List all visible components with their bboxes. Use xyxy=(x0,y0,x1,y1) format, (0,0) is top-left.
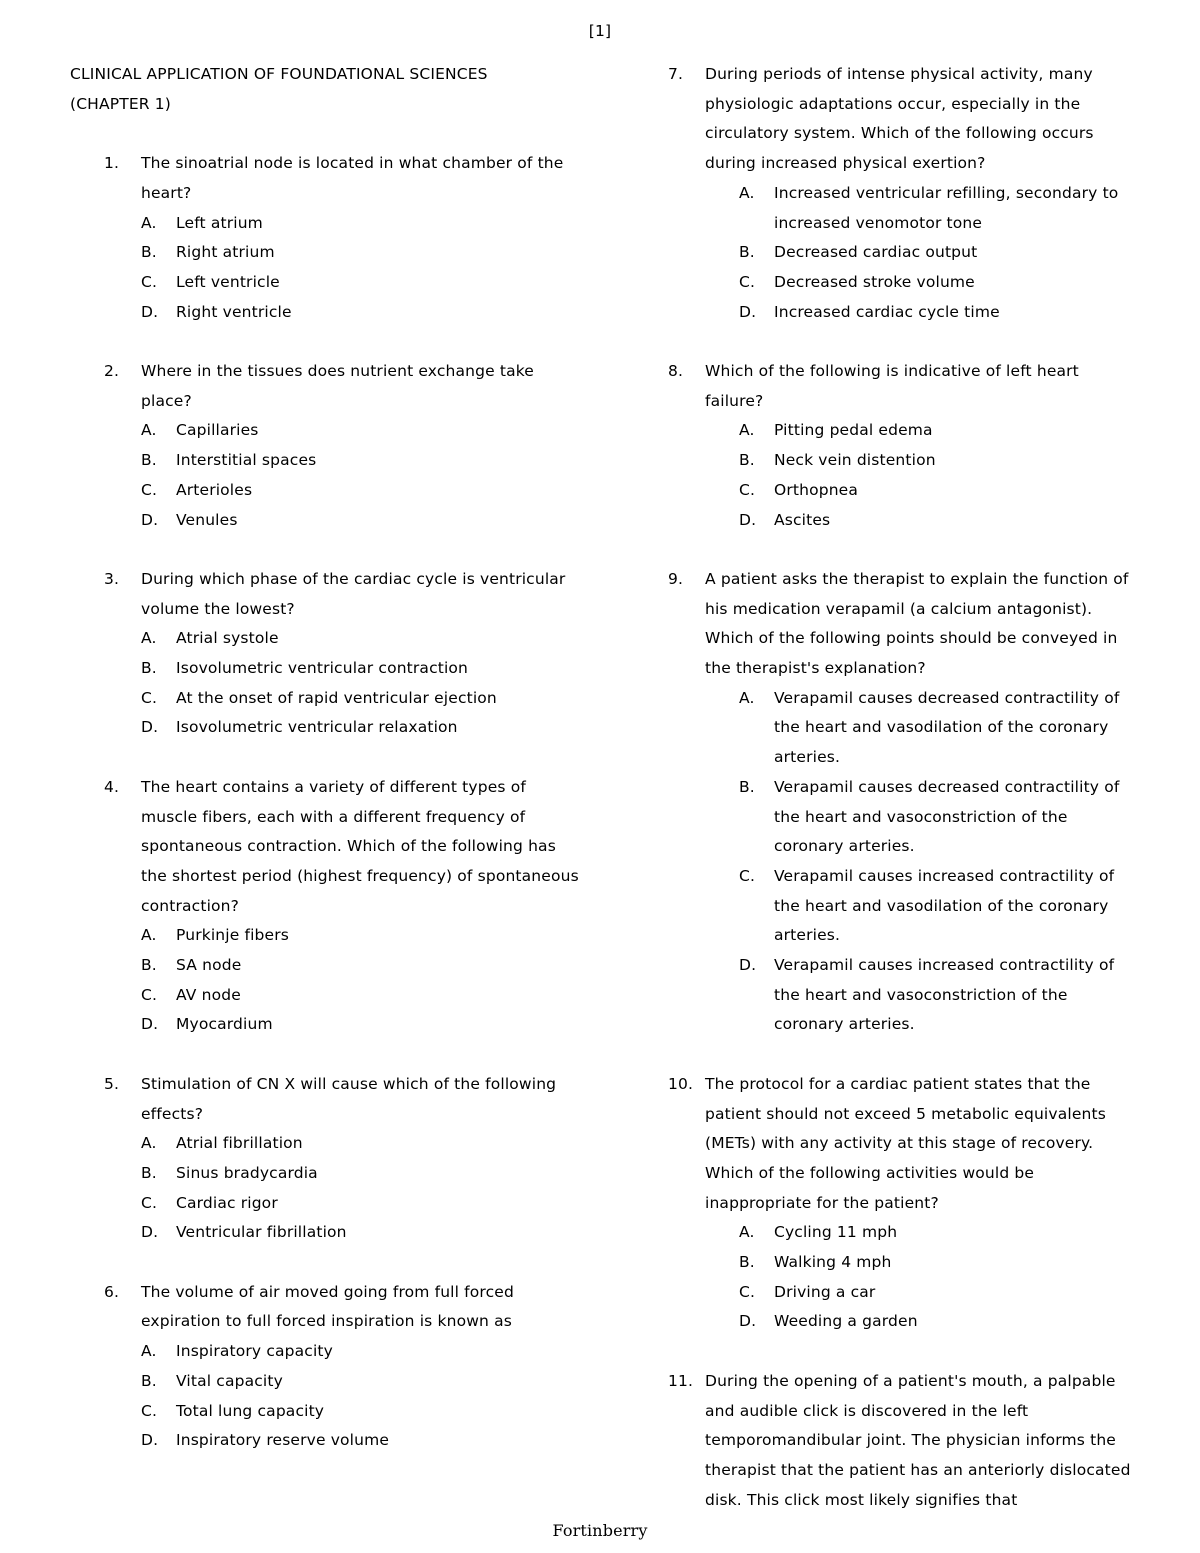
answer-option xyxy=(141,1159,580,1189)
question-number: 4. xyxy=(104,777,120,796)
right-question-list xyxy=(668,60,1138,1515)
question-stem xyxy=(70,149,580,208)
option-text: AV node xyxy=(176,985,241,1004)
question-3 xyxy=(70,565,580,743)
answer-option xyxy=(141,1397,580,1427)
question-text: During the opening of a patient's mouth, a palpable and audible click is discovered in the left temporomandibular joint. The physician informs the therapist that the patient has an anteriorly dislocated disk. This click most likely signifies that xyxy=(705,1371,1131,1509)
right-column xyxy=(668,60,1138,1545)
option-letter: D. xyxy=(141,510,159,529)
option-letter: C. xyxy=(141,480,158,499)
question-4 xyxy=(70,773,580,1040)
answer-option xyxy=(739,1307,1138,1337)
question-text: Stimulation of CN X will cause which of the following effects? xyxy=(141,1074,557,1123)
option-letter: D. xyxy=(141,1223,159,1242)
question-1 xyxy=(70,149,580,327)
option-letter: A. xyxy=(141,421,157,440)
answer-option xyxy=(739,416,1138,446)
answer-option xyxy=(141,476,580,506)
answer-options xyxy=(739,416,1138,535)
option-text: At the onset of rapid ventricular ejection xyxy=(176,688,497,707)
question-text: During which phase of the cardiac cycle is ventricular volume the lowest? xyxy=(141,569,566,618)
question-number: 11. xyxy=(668,1371,694,1390)
answer-option xyxy=(739,1218,1138,1248)
answer-option xyxy=(141,1189,580,1219)
page-footer: Fortinberry xyxy=(552,1521,648,1540)
option-text: Driving a car xyxy=(774,1282,876,1301)
option-letter: D. xyxy=(739,510,757,529)
option-letter: B. xyxy=(141,1163,157,1182)
option-letter: A. xyxy=(739,421,755,440)
option-letter: B. xyxy=(739,451,755,470)
answer-option xyxy=(739,446,1138,476)
left-column xyxy=(70,60,580,1486)
question-text: The protocol for a cardiac patient states that the patient should not exceed 5 metabolic equivalents (METs) with any activity at this stage of recovery. Which of the following activities would be inappropriate for the patient? xyxy=(705,1074,1106,1212)
question-number: 3. xyxy=(104,569,120,588)
question-number: 7. xyxy=(668,65,684,83)
option-letter: C. xyxy=(739,866,756,885)
option-text: Interstitial spaces xyxy=(176,451,317,470)
answer-options xyxy=(141,624,580,743)
option-text: Cycling 11 mph xyxy=(774,1223,898,1242)
question-stem xyxy=(668,60,1138,179)
answer-option xyxy=(141,951,580,981)
question-number: 9. xyxy=(668,569,684,588)
option-letter: C. xyxy=(739,480,756,499)
answer-options xyxy=(739,1218,1138,1337)
question-stem xyxy=(70,773,580,922)
option-letter: C. xyxy=(141,985,158,1004)
option-text: Left ventricle xyxy=(176,272,280,291)
question-text: Where in the tissues does nutrient exchange take place? xyxy=(141,362,534,410)
option-text: Verapamil causes increased contractility of the heart and vasoconstriction of the coronary arteries. xyxy=(774,956,1115,1034)
question-10 xyxy=(668,1070,1138,1337)
option-letter: B. xyxy=(141,1371,157,1390)
answer-options xyxy=(739,179,1138,328)
option-text: Inspiratory reserve volume xyxy=(176,1431,390,1450)
chapter-heading xyxy=(70,60,580,119)
question-text: A patient asks the therapist to explain the function of his medication verapamil (a calcium antagonist). Which of the following points should be conveyed in the therapist's explanation? xyxy=(705,569,1129,678)
answer-option xyxy=(141,416,580,446)
question-stem xyxy=(668,1070,1138,1219)
option-text: Walking 4 mph xyxy=(774,1253,892,1272)
question-number: 10. xyxy=(668,1074,694,1093)
option-letter: A. xyxy=(141,629,157,648)
option-letter: C. xyxy=(739,272,756,291)
chapter-heading-line1: CLINICAL APPLICATION OF FOUNDATIONAL SCIENCES xyxy=(70,65,488,83)
option-text: Increased cardiac cycle time xyxy=(774,302,1000,321)
answer-option xyxy=(141,1367,580,1397)
option-text: Right atrium xyxy=(176,243,275,262)
option-letter: A. xyxy=(141,926,157,945)
option-text: Atrial fibrillation xyxy=(176,1134,303,1153)
answer-option xyxy=(739,773,1138,862)
option-letter: B. xyxy=(141,243,157,262)
answer-options xyxy=(141,209,580,328)
question-text: The sinoatrial node is located in what chamber of the heart? xyxy=(141,154,564,202)
option-letter: C. xyxy=(141,688,158,707)
answer-option xyxy=(141,981,580,1011)
question-stem xyxy=(70,1070,580,1129)
option-letter: C. xyxy=(739,1282,756,1301)
answer-option xyxy=(141,654,580,684)
page-number: [1] xyxy=(588,22,612,40)
question-9 xyxy=(668,565,1138,1040)
option-text: Sinus bradycardia xyxy=(176,1163,318,1182)
option-letter: B. xyxy=(141,956,157,975)
answer-options xyxy=(141,416,580,535)
question-number: 1. xyxy=(104,154,120,173)
option-letter: A. xyxy=(141,213,157,232)
option-text: Verapamil causes decreased contractility of the heart and vasodilation of the coronary arteries. xyxy=(774,688,1120,767)
option-letter: D. xyxy=(141,302,159,321)
answer-option xyxy=(141,1337,580,1367)
question-number: 5. xyxy=(104,1074,120,1093)
question-11 xyxy=(668,1367,1138,1516)
option-text: Capillaries xyxy=(176,421,259,440)
option-text: Inspiratory capacity xyxy=(176,1342,333,1361)
option-letter: A. xyxy=(141,1134,157,1153)
option-letter: D. xyxy=(141,718,159,737)
option-letter: B. xyxy=(141,659,157,678)
answer-option xyxy=(739,298,1138,328)
answer-option xyxy=(739,268,1138,298)
answer-option xyxy=(141,1129,580,1159)
question-stem xyxy=(668,1367,1138,1516)
answer-option xyxy=(141,1010,580,1040)
option-text: Isovolumetric ventricular relaxation xyxy=(176,718,458,737)
question-text: The volume of air moved going from full forced expiration to full forced inspiration is known as xyxy=(141,1282,514,1331)
answer-option xyxy=(141,713,580,743)
question-number: 2. xyxy=(104,362,120,380)
answer-option xyxy=(739,862,1138,951)
question-number: 8. xyxy=(668,362,684,381)
option-text: Ascites xyxy=(774,510,831,529)
answer-option xyxy=(141,298,580,328)
answer-option xyxy=(739,476,1138,506)
option-text: Vital capacity xyxy=(176,1371,283,1390)
option-text: Purkinje fibers xyxy=(176,926,289,945)
option-text: Pitting pedal edema xyxy=(774,421,933,440)
option-text: Total lung capacity xyxy=(176,1401,325,1420)
option-text: Ventricular fibrillation xyxy=(176,1223,347,1242)
option-text: Increased ventricular refilling, secondary to increased venomotor tone xyxy=(774,183,1119,232)
answer-option xyxy=(739,1278,1138,1308)
left-question-list xyxy=(70,149,580,1456)
question-stem xyxy=(668,565,1138,684)
option-text: Weeding a garden xyxy=(774,1312,918,1331)
question-stem xyxy=(70,565,580,624)
answer-option xyxy=(141,1426,580,1456)
option-letter: C. xyxy=(141,1401,158,1420)
option-letter: D. xyxy=(141,1015,159,1034)
question-stem xyxy=(70,1278,580,1337)
option-text: Verapamil causes decreased contractility of the heart and vasoconstriction of the coronary arteries. xyxy=(774,777,1120,856)
question-number: 6. xyxy=(104,1282,120,1301)
question-stem xyxy=(70,357,580,416)
answer-option xyxy=(739,238,1138,268)
answer-option xyxy=(739,179,1138,238)
answer-options xyxy=(141,1129,580,1248)
option-letter: D. xyxy=(739,1312,757,1331)
question-6 xyxy=(70,1278,580,1456)
option-letter: A. xyxy=(739,1223,755,1242)
option-text: Decreased stroke volume xyxy=(774,272,975,291)
answer-option xyxy=(739,1248,1138,1278)
answer-options xyxy=(141,1337,580,1456)
option-letter: A. xyxy=(141,1342,157,1361)
answer-option xyxy=(141,446,580,476)
option-text: Myocardium xyxy=(176,1015,273,1034)
answer-option xyxy=(739,506,1138,536)
option-letter: A. xyxy=(739,688,755,707)
answer-option xyxy=(141,506,580,536)
chapter-heading-line2: (CHAPTER 1) xyxy=(70,94,171,113)
answer-options xyxy=(739,684,1138,1040)
option-letter: C. xyxy=(141,1193,158,1212)
option-text: SA node xyxy=(176,956,242,975)
question-2 xyxy=(70,357,580,535)
option-text: Atrial systole xyxy=(176,629,279,648)
option-letter: B. xyxy=(739,243,755,262)
answer-option xyxy=(141,268,580,298)
question-text: Which of the following is indicative of left heart failure? xyxy=(705,362,1079,410)
answer-option xyxy=(141,921,580,951)
answer-options xyxy=(141,921,580,1040)
answer-option xyxy=(141,238,580,268)
option-letter: D. xyxy=(141,1431,159,1450)
question-8 xyxy=(668,357,1138,535)
answer-option xyxy=(141,209,580,239)
question-text: During periods of intense physical activity, many physiologic adaptations occur, especially in the circulatory system. Which of the following occurs during increased physical exertion? xyxy=(705,65,1094,173)
question-stem xyxy=(668,357,1138,416)
option-text: Neck vein distention xyxy=(774,451,936,470)
question-text: The heart contains a variety of different types of muscle fibers, each with a different frequency of spontaneous contraction. Which of the following has the shortest period (highest frequency) of spontaneous contraction? xyxy=(141,777,579,915)
option-letter: B. xyxy=(739,1253,755,1272)
option-letter: B. xyxy=(141,451,157,470)
answer-option xyxy=(141,1218,580,1248)
answer-option xyxy=(141,684,580,714)
question-7 xyxy=(668,60,1138,327)
option-letter: D. xyxy=(739,956,757,975)
option-text: Verapamil causes increased contractility of the heart and vasodilation of the coronary arteries. xyxy=(774,866,1115,945)
option-letter: B. xyxy=(739,777,755,796)
option-letter: D. xyxy=(739,302,757,321)
question-5 xyxy=(70,1070,580,1248)
answer-option xyxy=(739,951,1138,1040)
option-letter: C. xyxy=(141,272,158,291)
option-text: Left atrium xyxy=(176,213,263,232)
option-text: Arterioles xyxy=(176,480,253,499)
option-text: Isovolumetric ventricular contraction xyxy=(176,659,469,678)
answer-option xyxy=(739,684,1138,773)
option-text: Cardiac rigor xyxy=(176,1193,278,1212)
option-text: Decreased cardiac output xyxy=(774,243,978,262)
option-letter: A. xyxy=(739,183,755,202)
option-text: Right ventricle xyxy=(176,302,292,321)
option-text: Venules xyxy=(176,510,238,529)
option-text: Orthopnea xyxy=(774,480,859,499)
answer-option xyxy=(141,624,580,654)
